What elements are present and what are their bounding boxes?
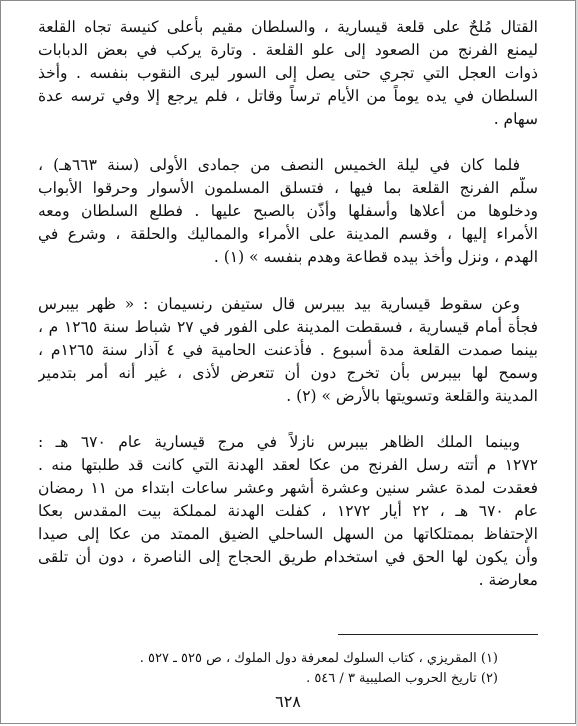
text-line: ليمنع الفرنج من الصعود إلى علو القلعة . وتارة يركب في بعض الدبابات xyxy=(38,41,538,59)
text-line: بينما صمدت القلعة مدة أسبوع . فأذعنت الحامية في ٤ آذار سنة ١٢٦٥م ، xyxy=(38,341,538,359)
footnote: (٢) تاريخ الحروب الصليبية ٣ / ٥٤٦ . xyxy=(306,671,498,686)
text-line: فجأة أمام قيسارية ، فسقطت المدينة على الفور في ٢٧ شباط سنة ١٢٦٥ م ، xyxy=(38,318,538,336)
text-line: المدينة والقلعة وتسويتها بالأرض » (٢) . xyxy=(286,387,538,405)
text-line: وسمح لها بيبرس بأن تخرج دون أن تتعرض لأذى ، غير أنه أمر بتدمير xyxy=(38,364,538,382)
text-line: الهدم ، ونزل وأخذ بيده قطاعة وهدم بنفسه » (١) . xyxy=(213,248,538,266)
text-line: ودخلوها من أعلاها وأسفلها وأُذّن بالصبح عليها . فطلع السلطان ومعه xyxy=(38,202,538,220)
text-line: وعن سقوط قيسارية بيد بيبرس قال ستيفن رنسيمان : « ظهر بيبرس xyxy=(38,295,520,313)
text-line: وبينما الملك الظاهر بيبرس نازلاً في مرج قيسارية عام ٦٧٠ هـ : xyxy=(38,433,520,451)
page-number: ٦٢٨ xyxy=(275,692,301,711)
text-line: الأمراء إليها ، وقسم المدينة على الأمراء والمماليك والحلقة ، وشرع في xyxy=(38,225,538,243)
text-line: معارضة . xyxy=(478,571,538,589)
text-line: القتال مُلحٌ على قلعة قيسارية ، والسلطان مقيم بأعلى كنيسة تجاه القلعة xyxy=(38,18,538,36)
text-line: سلّم الفرنج القلعة بما فيها ، فتسلق المسلمون الأسوار وحرقوا الأبواب xyxy=(38,179,538,197)
footnote: (١) المقريزي ، كتاب السلوك لمعرفة دول الملوك ، ص ٥٢٥ ـ ٥٢٧ . xyxy=(139,651,498,666)
text-line: عام ٦٧٠ هـ ، ٢٢ أيار ١٢٧٢ ، كفلت الهدنة لمملكة بيت المقدس بعكا xyxy=(38,502,538,520)
text-line: وأن يكون لها الحق في استخدام طريق الحجاج إلى الناصرة ، دون أن تلقى xyxy=(38,548,538,566)
text-line: الإحتفاظ بممتلكاتها من السهل الساحلي الضيق الممتد من عكا إلى صيدا xyxy=(38,525,538,543)
text-line: السلطان في يده يوماً من الأيام ترساً وقاتل ، فلم يرجع إلا وفي ترسه عدة xyxy=(38,87,538,105)
footnote-rule xyxy=(338,634,538,635)
text-line: فعقدت لمدة عشر سنين وعشرة أشهر وعشر ساعات ابتداء من ١١ رمضان xyxy=(38,479,538,497)
text-line: ذوات العجل التي تجري حتى يصل إلى السور ليرى النقوب بنفسه . وأخذ xyxy=(38,64,538,82)
text-line: ١٢٧٢ م أتته رسل الفرنج من عكا لعقد الهدنة التي كانت قد طلبتها منه . xyxy=(38,456,538,474)
book-page xyxy=(38,8,538,718)
text-line: فلما كان في ليلة الخميس النصف من جمادى الأولى (سنة ٦٦٣هـ) ، xyxy=(38,156,520,174)
text-line: سهام . xyxy=(493,110,538,128)
